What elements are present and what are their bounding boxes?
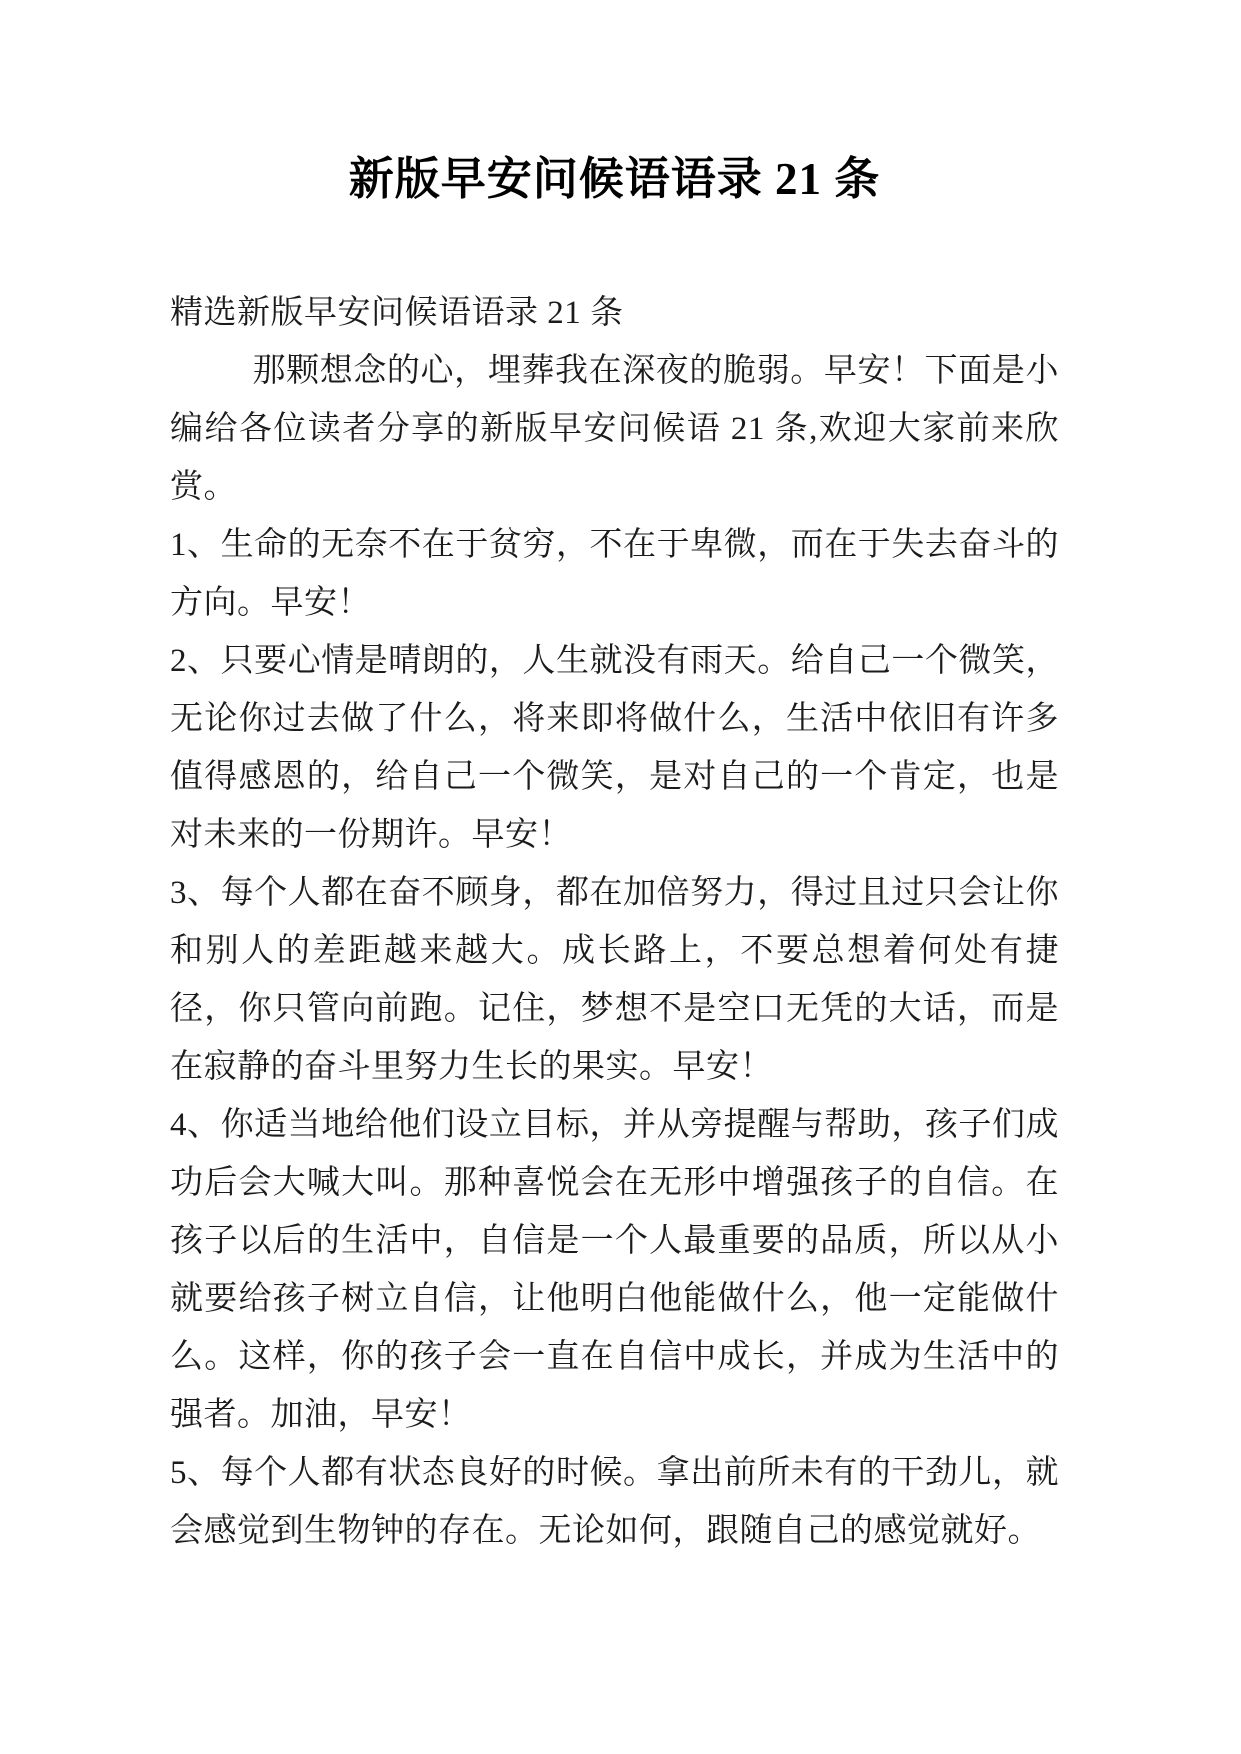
quote-item-5: 5、每个人都有状态良好的时候。拿出前所未有的干劲儿，就会感觉到生物钟的存在。无论如何，跟随自己的感觉就好。 — [170, 1455, 1059, 1549]
document-title: 新版早安问候语语录 21 条 — [348, 154, 881, 204]
quote-item-4: 4、你适当地给他们设立目标，并从旁提醒与帮助，孩子们成功后会大喊大叫。那种喜悦会在无形中增强孩子的自信。在孩子以后的生活中，自信是一个人最重要的品质，所以从小就要给孩子树立自信，让他明白他能做什么，他一定能做什么。这样，你的孩子会一直在自信中成长，并成为生活中的强者。加油，早安！ — [170, 1107, 1059, 1433]
quote-item-3: 3、每个人都在奋不顾身，都在加倍努力，得过且过只会让你和别人的差距越来越大。成长路上，不要总想着何处有捷径，你只管向前跑。记住，梦想不是空口无凭的大话，而是在寂静的奋斗里努力生长的果实。早安！ — [170, 875, 1059, 1085]
intro-heading: 精选新版早安问候语语录 21 条 — [170, 295, 624, 331]
document-body — [170, 284, 1059, 1560]
intro-paragraph: 那颗想念的心，埋葬我在深夜的脆弱。早安！下面是小编给各位读者分享的新版早安问候语 21 条,欢迎大家前来欣赏。 — [170, 353, 1059, 505]
quote-item-2: 2、只要心情是晴朗的，人生就没有雨天。给自己一个微笑，无论你过去做了什么，将来即将做什么，生活中依旧有许多值得感恩的，给自己一个微笑，是对自己的一个肯定，也是对未来的一份期许。早安！ — [170, 643, 1059, 853]
quote-item-1: 1、生命的无奈不在于贫穷，不在于卑微，而在于失去奋斗的方向。早安！ — [170, 527, 1059, 621]
